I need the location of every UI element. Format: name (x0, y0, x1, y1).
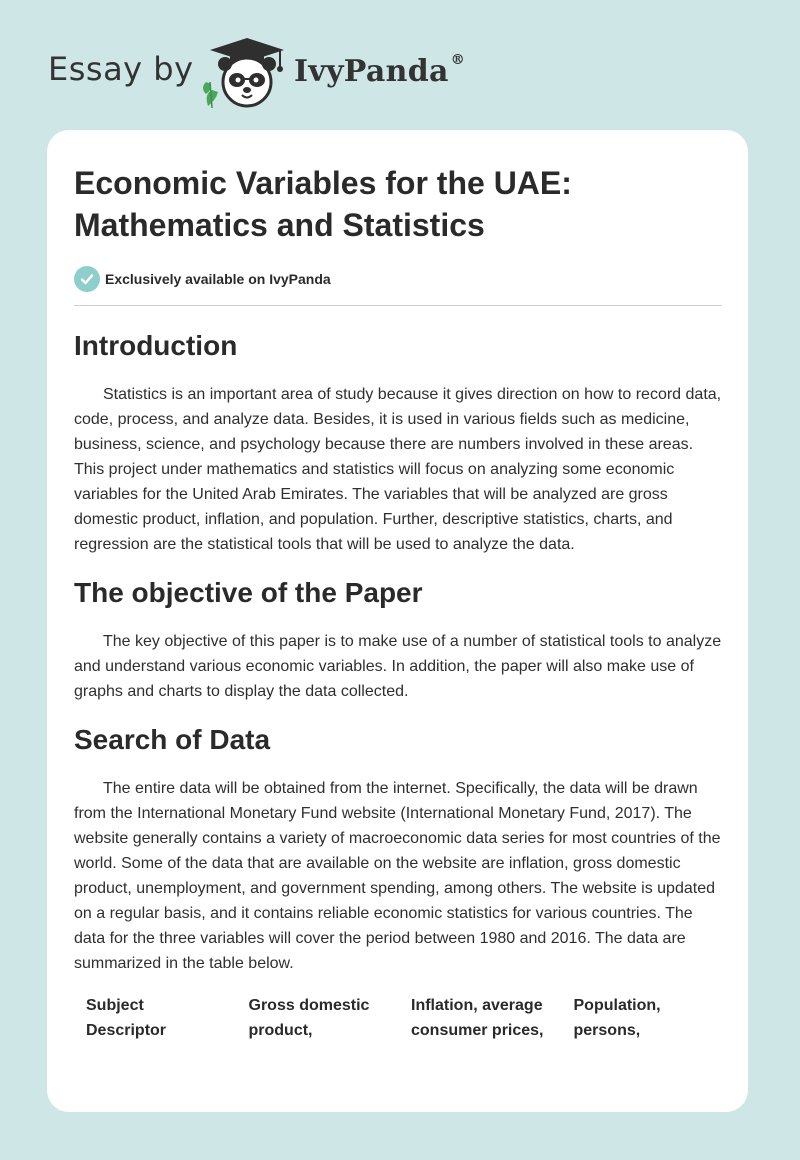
essay-by-label: Essay by (48, 50, 194, 88)
table-header-cell: Gross domestic product, (248, 997, 370, 1039)
exclusive-label: Exclusively available on IvyPanda (105, 271, 331, 287)
site-header (48, 34, 508, 114)
ivypanda-logo-icon[interactable] (202, 34, 292, 110)
table-header-cell: Subject Descriptor (86, 997, 167, 1039)
check-icon (74, 266, 100, 292)
brand-name[interactable]: IvyPanda ® (294, 52, 466, 89)
section-heading-introduction: Introduction (74, 330, 238, 361)
table-header-row (74, 989, 724, 1047)
table-header-cell: Population, persons, (573, 997, 661, 1039)
data-table (74, 989, 724, 1047)
section-paragraph-introduction: Statistics is an important area of study because it gives direction on how to record data, code, process, and analyze data. Besides, it is used in various fields such as medicine, business, science, and psychology because there are numbers involved in these areas. This project under mathematics and statistics will focus on analyzing some economic variables for the United Arab Emirates. The variables that will be analyzed are gross domestic product, inflation, and population. Further, descriptive statistics, charts, and regression are the statistical tools that will be used to analyze the data. (74, 386, 722, 553)
article-title: Economic Variables for the UAE: Mathematics and Statistics (74, 165, 572, 243)
article-content (74, 162, 724, 1047)
exclusive-badge (74, 266, 724, 292)
section-heading-objective: The objective of the Paper (74, 577, 423, 608)
article-card (47, 130, 748, 1112)
section-paragraph-search-of-data: The entire data will be obtained from the internet. Specifically, the data will be drawn from the International Monetary Fund website (International Monetary Fund, 2017). The website generally contains a variety of macroeconomic data series for most countries of the world. Some of the data that are available on the website are inflation, gross domestic product, unemployment, and government spending, among others. The website is updated on a regular basis, and it contains reliable economic statistics for various countries. The data for the three variables will cover the period between 1980 and 2016. The data are summarized in the table below. (74, 780, 721, 972)
registered-mark: ® (450, 52, 466, 68)
section-paragraph-objective: The key objective of this paper is to make use of a number of statistical tools to analyze and understand various economic variables. In addition, the paper will also make use of graphs and charts to display the data collected. (74, 633, 722, 700)
table-header-cell: Inflation, average consumer prices, (411, 997, 544, 1039)
section-heading-search-of-data: Search of Data (74, 724, 271, 755)
divider (74, 305, 722, 306)
